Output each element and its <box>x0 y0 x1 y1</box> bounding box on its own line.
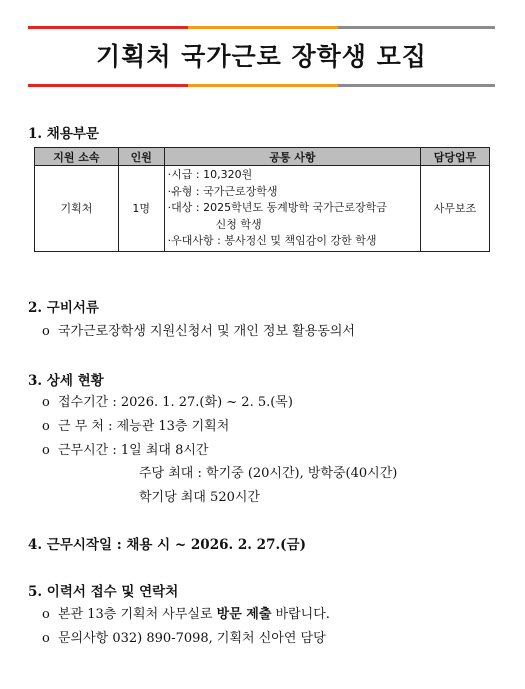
bullet-icon: o <box>42 324 50 339</box>
recruitment-table <box>34 147 490 252</box>
sub-list-item: 학기당 최대 520시간 <box>139 490 260 505</box>
list-item: o 근무시간 : 1일 최대 8시간 <box>42 443 209 458</box>
detail-line: ·우대사항 : 봉사정신 및 책임감이 강한 학생 <box>167 234 377 247</box>
list-item: o 접수기간 : 2026. 1. 27.(화) ~ 2. 5.(목) <box>42 395 293 410</box>
cell-dept: 기획처 <box>35 166 119 252</box>
header-count: 인원 <box>118 148 164 166</box>
sub-list-item: 주당 최대 : 학기중 (20시간), 방학중(40시간) <box>139 466 398 481</box>
cell-count: 1명 <box>118 166 164 252</box>
bullet-icon: o <box>42 631 50 646</box>
header-common: 공통 사항 <box>164 148 420 166</box>
page-title: 기획처 국가근로 장학생 모집 <box>96 42 427 71</box>
section-heading-details: 3. 상세 현황 <box>28 373 104 389</box>
bullet-icon: o <box>42 419 50 434</box>
bullet-icon: o <box>42 395 50 410</box>
list-item: o 본관 13층 기획처 사무실로 방문 제출 바랍니다. <box>42 607 330 622</box>
detail-line: ·시급 : 10,320원 <box>167 168 253 181</box>
cell-details <box>164 166 420 252</box>
list-item: o 근 무 처 : 제능관 13층 기획처 <box>42 419 230 434</box>
detail-line: ·유형 : 국가근로장학생 <box>167 184 278 198</box>
header-duty: 담당업무 <box>421 148 490 166</box>
section-heading-contact: 5. 이력서 접수 및 연락처 <box>28 584 179 600</box>
list-item: o 국가근로장학생 지원신청서 및 개인 정보 활용동의서 <box>42 324 355 339</box>
section-heading-start-date: 4. 근무시작일 : 채용 시 ~ 2026. 2. 27.(금) <box>28 537 306 553</box>
bottom-accent-bar <box>28 84 495 87</box>
table-row <box>35 166 490 252</box>
cell-duty: 사무보조 <box>421 166 490 252</box>
detail-line: 신청 학생 <box>215 217 262 231</box>
section-heading-recruitment: 1. 채용부문 <box>28 126 99 142</box>
detail-line: ·대상 : 2025학년도 동계방학 국가근로장학금 <box>167 201 387 214</box>
section-heading-documents: 2. 구비서류 <box>28 300 99 316</box>
header-dept: 지원 소속 <box>35 148 119 166</box>
bullet-icon: o <box>42 443 50 458</box>
bullet-icon: o <box>42 607 50 622</box>
top-accent-bar <box>28 26 495 29</box>
emphasis-text: 방문 제출 <box>216 607 272 622</box>
table-header-row <box>35 148 490 166</box>
list-item: o 문의사항 032) 890-7098, 기획처 신아연 담당 <box>42 631 326 646</box>
